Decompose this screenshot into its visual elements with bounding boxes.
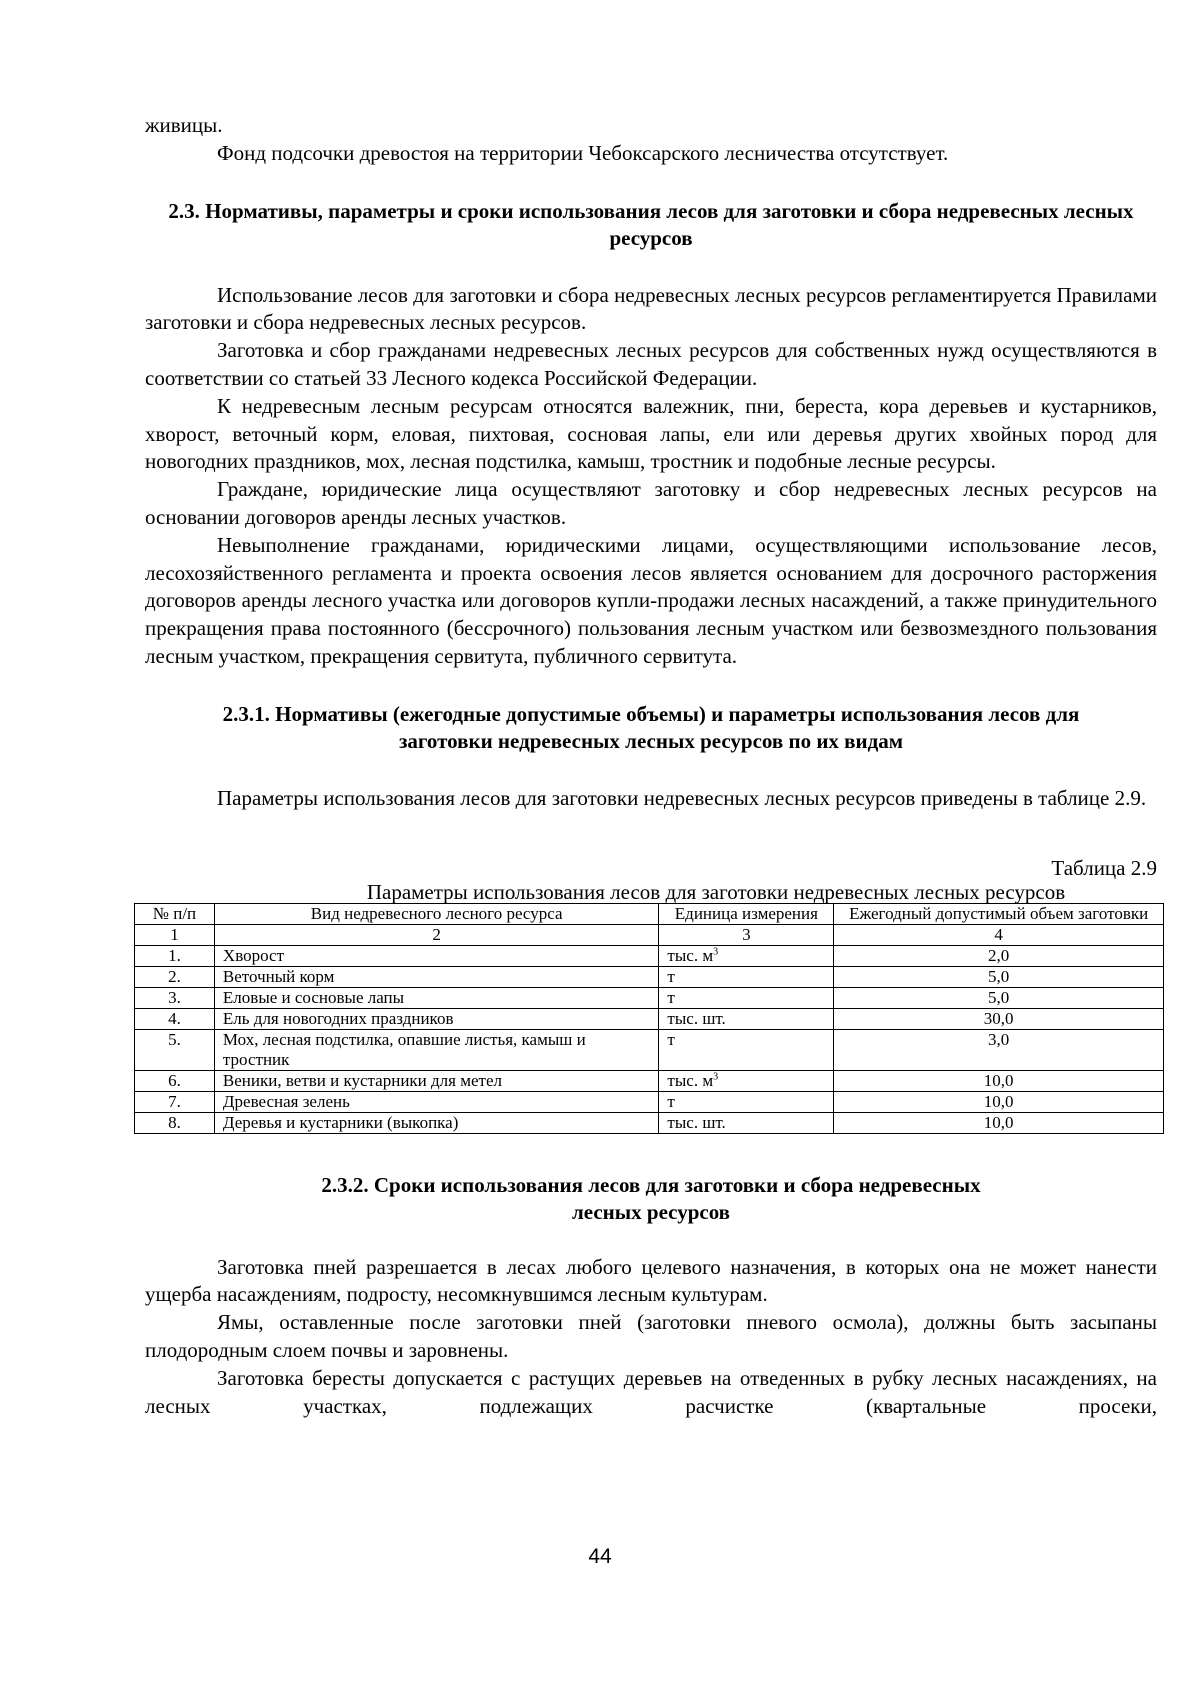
resource-name-cell: Веточный корм — [214, 966, 659, 987]
column-number-cell: 2 — [214, 924, 659, 945]
table-row — [135, 1070, 1164, 1091]
unit-text: т — [667, 1029, 675, 1049]
table-row — [135, 987, 1164, 1008]
unit-superscript: 3 — [713, 1070, 719, 1082]
header-cell: Ежегодный допустимый объем заготовки — [834, 903, 1164, 924]
page-number: 44 — [588, 1545, 612, 1568]
annual-volume-cell: 5,0 — [834, 987, 1164, 1008]
unit-cell — [659, 987, 834, 1008]
row-number-cell: 6. — [135, 1070, 215, 1091]
annual-volume-cell: 30,0 — [834, 1008, 1164, 1029]
document-page — [145, 112, 1157, 1420]
unit-cell — [659, 1091, 834, 1112]
table-row — [135, 1029, 1164, 1070]
table-column-numbers-row — [135, 924, 1164, 945]
unit-text: тыс. м — [667, 945, 714, 965]
unit-text: тыс. шт. — [667, 1112, 726, 1132]
unit-text: т — [667, 966, 675, 986]
resource-name-cell: Еловые и сосновые лапы — [214, 987, 659, 1008]
annual-volume-cell: 3,0 — [834, 1029, 1164, 1070]
unit-cell — [659, 945, 834, 966]
unit-cell — [659, 1008, 834, 1029]
annual-volume-cell: 10,0 — [834, 1091, 1164, 1112]
column-number-cell: 3 — [659, 924, 834, 945]
table-caption: Таблица 2.9 — [1051, 855, 1157, 880]
section-2-3-1-paragraph: Параметры использования лесов для заготовки недревесных лесных ресурсов приведены в таблице 2.9. — [217, 785, 1147, 810]
unit-superscript: 3 — [713, 945, 719, 957]
row-number-cell: 4. — [135, 1008, 215, 1029]
unit-text: т — [667, 1091, 675, 1111]
row-number-cell: 1. — [135, 945, 215, 966]
section-2-3-2-title: 2.3.2. Сроки использования лесов для заготовки и сбора недревесных лесных ресурсов — [321, 1172, 981, 1224]
intro-line-2: Фонд подсочки древостоя на территории Чебоксарского лесничества отсутствует. — [217, 140, 949, 165]
unit-cell — [659, 1112, 834, 1133]
section-2-3-2-paragraph: Заготовка бересты допускается с растущих деревьев на отведенных в рубку лесных насаждениях, на лесных участках, подлежащих расчистке (квартальные просеки, — [145, 1365, 1157, 1418]
table-header-row — [135, 903, 1164, 924]
intro-line-1: живицы. — [145, 113, 223, 137]
unit-text: тыс. м — [667, 1070, 714, 1090]
table-body — [135, 945, 1164, 1133]
section-2-3-paragraph: Заготовка и сбор гражданами недревесных лесных ресурсов для собственных нужд осуществляются в соответствии со статьей 33 Лесного кодекса Российской Федерации. — [145, 338, 1157, 390]
resource-name-cell: Мох, лесная подстилка, опавшие листья, камыш и тростник — [214, 1029, 659, 1070]
section-2-3-paragraph: Граждане, юридические лица осуществляют заготовку и сбор недревесных лесных ресурсов на основании договоров аренды лесных участков. — [145, 477, 1157, 529]
resource-name-cell: Ель для новогодних праздников — [214, 1008, 659, 1029]
row-number-cell: 3. — [135, 987, 215, 1008]
section-2-3-paragraph: Использование лесов для заготовки и сбора недревесных лесных ресурсов регламентируется Правилами заготовки и сбора недревесных лесных ресурсов. — [145, 282, 1157, 335]
row-number-cell: 7. — [135, 1091, 215, 1112]
resource-name-cell: Деревья и кустарники (выкопка) — [214, 1112, 659, 1133]
column-number-cell: 4 — [834, 924, 1164, 945]
row-number-cell: 2. — [135, 966, 215, 987]
section-2-3-paragraph: К недревесным лесным ресурсам относятся валежник, пни, береста, кора деревьев и кустарников, хворост, веточный корм, еловая, пихтовая, сосновая лапы, ели или деревья других хвойных пород для новогодних праздников, мох, лесная подстилка, камыш, тростник и подобные лесные ресурсы. — [145, 393, 1157, 474]
resource-name-cell: Хворост — [214, 945, 659, 966]
section-2-3-title: 2.3. Нормативы, параметры и сроки использования лесов для заготовки и сбора недревесных лесных ресурсов — [168, 198, 1134, 250]
resource-name-cell: Древесная зелень — [214, 1091, 659, 1112]
table-row — [135, 966, 1164, 987]
unit-cell — [659, 966, 834, 987]
row-number-cell: 8. — [135, 1112, 215, 1133]
section-2-3-paragraph: Невыполнение гражданами, юридическими лицами, осуществляющими использование лесов, лесохозяйственного регламента и проекта освоения лесов является основанием для досрочного расторжения договоров аренды лесного участка или договоров купли-продажи лесных насаждений, а также принудительного прекращения права постоянного (бессрочного) пользования лесным участком или безвозмездного пользования лесным участком, прекращения сервитута, публичного сервитута. — [145, 532, 1157, 668]
section-2-3-2-paragraph: Заготовка пней разрешается в лесах любого целевого назначения, в которых она не может нанести ущерба насаждениям, подросту, несомкнувшимся лесным культурам. — [145, 1254, 1157, 1307]
table-row — [135, 1091, 1164, 1112]
annual-volume-cell: 2,0 — [834, 945, 1164, 966]
section-2-3-2-paragraph: Ямы, оставленные после заготовки пней (заготовки пневого осмола), должны быть засыпаны плодородным слоем почвы и заровнены. — [145, 1310, 1157, 1362]
unit-text: т — [667, 987, 675, 1007]
header-cell: Единица измерения — [659, 903, 834, 924]
annual-volume-cell: 5,0 — [834, 966, 1164, 987]
annual-volume-cell: 10,0 — [834, 1070, 1164, 1091]
header-cell: Вид недревесного лесного ресурса — [214, 903, 659, 924]
annual-volume-cell: 10,0 — [834, 1112, 1164, 1133]
resources-table — [134, 903, 1164, 1134]
unit-cell — [659, 1029, 834, 1070]
table-title: Параметры использования лесов для заготовки недревесных лесных ресурсов — [366, 879, 1066, 904]
table-row — [135, 945, 1164, 966]
unit-text: тыс. шт. — [667, 1008, 726, 1028]
row-number-cell: 5. — [135, 1029, 215, 1070]
section-2-3-1-title: 2.3.1. Нормативы (ежегодные допустимые объемы) и параметры использования лесов для заготовки недревесных лесных ресурсов по их видам — [222, 701, 1080, 753]
header-cell: № п/п — [135, 903, 215, 924]
table-row — [135, 1008, 1164, 1029]
unit-cell — [659, 1070, 834, 1091]
resource-name-cell: Веники, ветви и кустарники для метел — [214, 1070, 659, 1091]
table-row — [135, 1112, 1164, 1133]
column-number-cell: 1 — [135, 924, 215, 945]
